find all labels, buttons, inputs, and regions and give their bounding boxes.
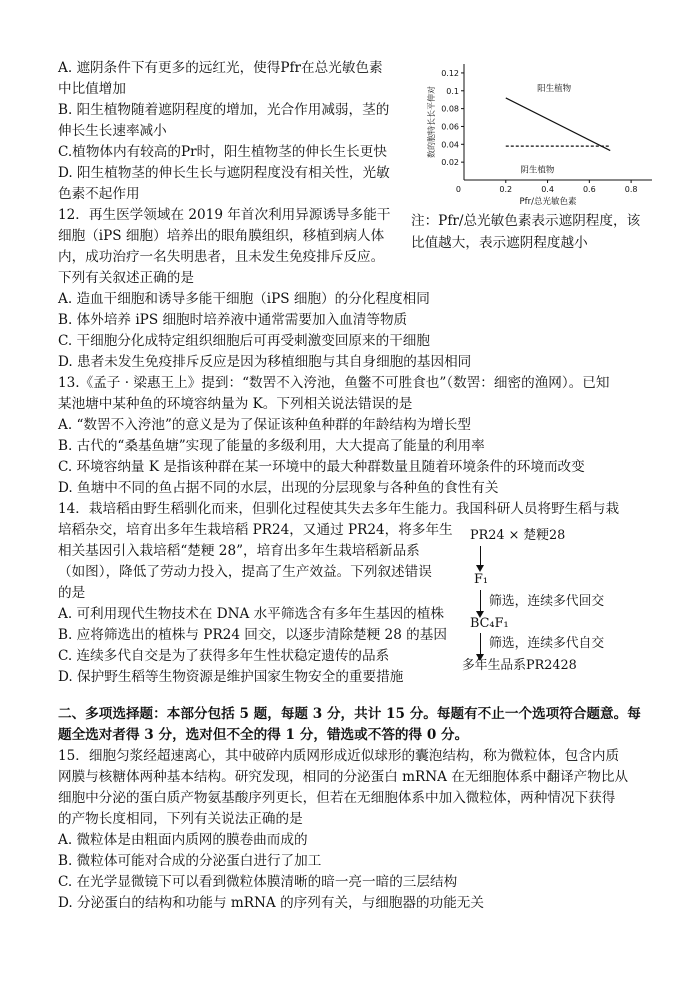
figure-note-line1: 注：Pfr/总光敏色素表示遮阴程度，该 (411, 213, 641, 229)
q12-stem-3: 内，成功治疗一名失明患者，且未发生免疫排斥反应。 (58, 249, 385, 265)
q12-option-c: C. 干细胞分化成特定组织细胞后可再受刺激变回原来的干细胞 (58, 333, 430, 349)
flow-arrow-1 (480, 546, 481, 566)
y-tick-label: 0.1 (446, 86, 459, 96)
q13-option-d: D. 鱼塘中不同的鱼占据不同的水层，出现的分层现象与各种鱼的食性有关 (58, 480, 499, 496)
q11-option-b-cont: 伸长生长速率减小 (58, 123, 167, 139)
flow-arrow-3 (480, 633, 481, 655)
section2-header-2: 题全选对者得 3 分，选对但不全的得 1 分，错选或不答的得 0 分。 (58, 727, 469, 743)
q14-stem-2: 培稻杂交，培育出多年生栽培稻 PR24，又通过 PR24，将多年生 (58, 522, 453, 538)
section2-header-1: 二、多项选择题：本部分包括 5 题，每题 3 分，共计 15 分。每题有不止一个选项符合题意。每 (58, 706, 641, 722)
q13-stem-1: 13.《孟子 · 梁惠王上》提到：“数罟不入洿池，鱼鳖不可胜食也”（数罟：细密的渔网）。已知 (58, 375, 610, 391)
y-tick-label: 0.08 (441, 104, 459, 114)
flow-f1: F₁ (474, 572, 489, 587)
q15-option-d: D. 分泌蛋白的结构和功能与 mRNA 的序列有关，与细胞器的功能无关 (58, 895, 484, 911)
series-label-sun-plant: 阳生植物 (537, 83, 572, 94)
x-tick-label: 0.6 (582, 185, 596, 194)
q13-stem-2: 某池塘中某种鱼的环境容纳量为 K。下列相关说法错误的是 (58, 396, 413, 412)
q11-option-c: C.植物体内有较高的Pr时，阳生植物茎的伸长生长更快 (58, 144, 387, 160)
q12-option-d: D. 患者未发生免疫排斥反应是因为移植细胞与其自身细胞的基因相同 (58, 354, 472, 370)
x-tick-label: 0.8 (624, 185, 638, 194)
q12-stem-4: 下列有关叙述正确的是 (58, 270, 194, 286)
q14-option-c: C. 连续多代自交是为了获得多年生性状稳定遗传的品系 (58, 648, 390, 664)
origin-label: 0 (455, 185, 461, 194)
q14-stem-1: 14．栽培稻由野生稻驯化而来，但驯化过程使其失去多年生能力。我国科研人员将野生稻与栽 (58, 501, 620, 517)
q14-stem-3: 相关基因引入栽培稻“楚粳 28”，培育出多年生栽培稻新品系 (58, 543, 420, 559)
flow-result: 多年生品系PR2428 (462, 658, 577, 673)
q14-option-d: D. 保护野生稻等生物资源是维护国家生物安全的重要措施 (58, 669, 404, 685)
flow-step1: 筛选，连续多代回交 (489, 594, 605, 609)
q12-option-a: A. 造血干细胞和诱导多能干细胞（iPS 细胞）的分化程度相同 (58, 291, 430, 307)
x-tick-label: 0.2 (499, 185, 513, 194)
y-tick-label: 0.04 (441, 140, 459, 150)
shade-response-chart (420, 56, 660, 206)
x-axis-label: Pfr/总光敏色素 (519, 197, 577, 206)
figure-note-line2: 比值越大，表示遮阴程度越小 (411, 235, 588, 251)
q13-option-b: B. 古代的“桑基鱼塘”实现了能量的多级利用，大大提高了能量的利用率 (58, 438, 485, 454)
q11-option-d-cont: 色素不起作用 (58, 186, 140, 202)
q15-stem-1: 15．细胞匀浆经超速离心，其中破碎内质网形成近似球形的囊泡结构，称为微粒体，包含内质 (58, 748, 620, 764)
y-axis-label: 数的胞特长长平伸对 (427, 86, 436, 158)
q15-option-b: B. 微粒体可能对合成的分泌蛋白进行了加工 (58, 853, 322, 869)
q14-stem-4: （如图），降低了劳动力投入，提高了生产效益。下列叙述错误 (58, 564, 432, 580)
q11-option-a: A. 遮阴条件下有更多的远红光，使得Pfr在总光敏色素 (58, 60, 383, 76)
q12-option-b: B. 体外培养 iPS 细胞时培养液中通常需要加入血清等物质 (58, 312, 408, 328)
y-tick-label: 0.02 (441, 158, 459, 168)
q12-stem-2: 细胞（iPS 细胞）培养出的眼角膜组织，移植到病人体 (58, 228, 385, 244)
y-tick-label: 0.06 (441, 122, 459, 132)
q11-option-b: B. 阳生植物随着遮阴程度的增加，光合作用减弱，茎的 (58, 102, 390, 118)
q11-option-d: D. 阳生植物茎的伸长生长与遮阴程度没有相关性，光敏 (58, 165, 390, 181)
q13-option-c: C. 环境容纳量 K 是指该种群在某一环境中的最大种群数量且随着环境条件的环境而改变 (58, 459, 585, 475)
q15-stem-4: 的产物长度相同，下列有关说法正确的是 (58, 811, 303, 827)
q14-stem-5: 的是 (58, 585, 86, 601)
q15-stem-2: 网膜与核糖体两种基本结构。研究发现，相同的分泌蛋白 mRNA 在无细胞体系中翻译产物比从 (58, 769, 629, 785)
q14-option-b: B. 应将筛选出的植株与 PR24 回交，以逐步清除楚粳 28 的基因 (58, 627, 447, 643)
y-tick-label: 0.12 (441, 68, 459, 78)
flow-cross: PR24 × 楚粳28 (470, 528, 566, 543)
flow-step2: 筛选，连续多代自交 (489, 636, 605, 651)
q12-stem-1: 12．再生医学领域在 2019 年首次利用异源诱导多能干 (58, 207, 391, 223)
q11-option-a-cont: 中比值增加 (58, 81, 126, 97)
series-label-shade-plant: 阴生植物 (520, 165, 555, 176)
q15-option-c: C. 在光学显微镜下可以看到微粒体膜清晰的暗一亮一暗的三层结构 (58, 874, 458, 890)
x-tick-label: 0.4 (541, 185, 554, 194)
q13-option-a: A. “数罟不入洿池”的意义是为了保证该种鱼种群的年龄结构为增长型 (58, 417, 471, 433)
q15-stem-3: 细胞中分泌的蛋白质产物氨基酸序列更长，但若在无细胞体系中加入微粒体，两种情况下获得 (58, 790, 616, 806)
flow-bc: BC₄F₁ (470, 616, 509, 631)
flow-arrow-2 (480, 590, 481, 612)
q14-option-a: A. 可利用现代生物技术在 DNA 水平筛选含有多年生基因的植株 (58, 606, 444, 622)
q15-option-a: A. 微粒体是由粗面内质网的膜卷曲而成的 (58, 832, 308, 848)
series-line-sun-plant (506, 98, 610, 151)
